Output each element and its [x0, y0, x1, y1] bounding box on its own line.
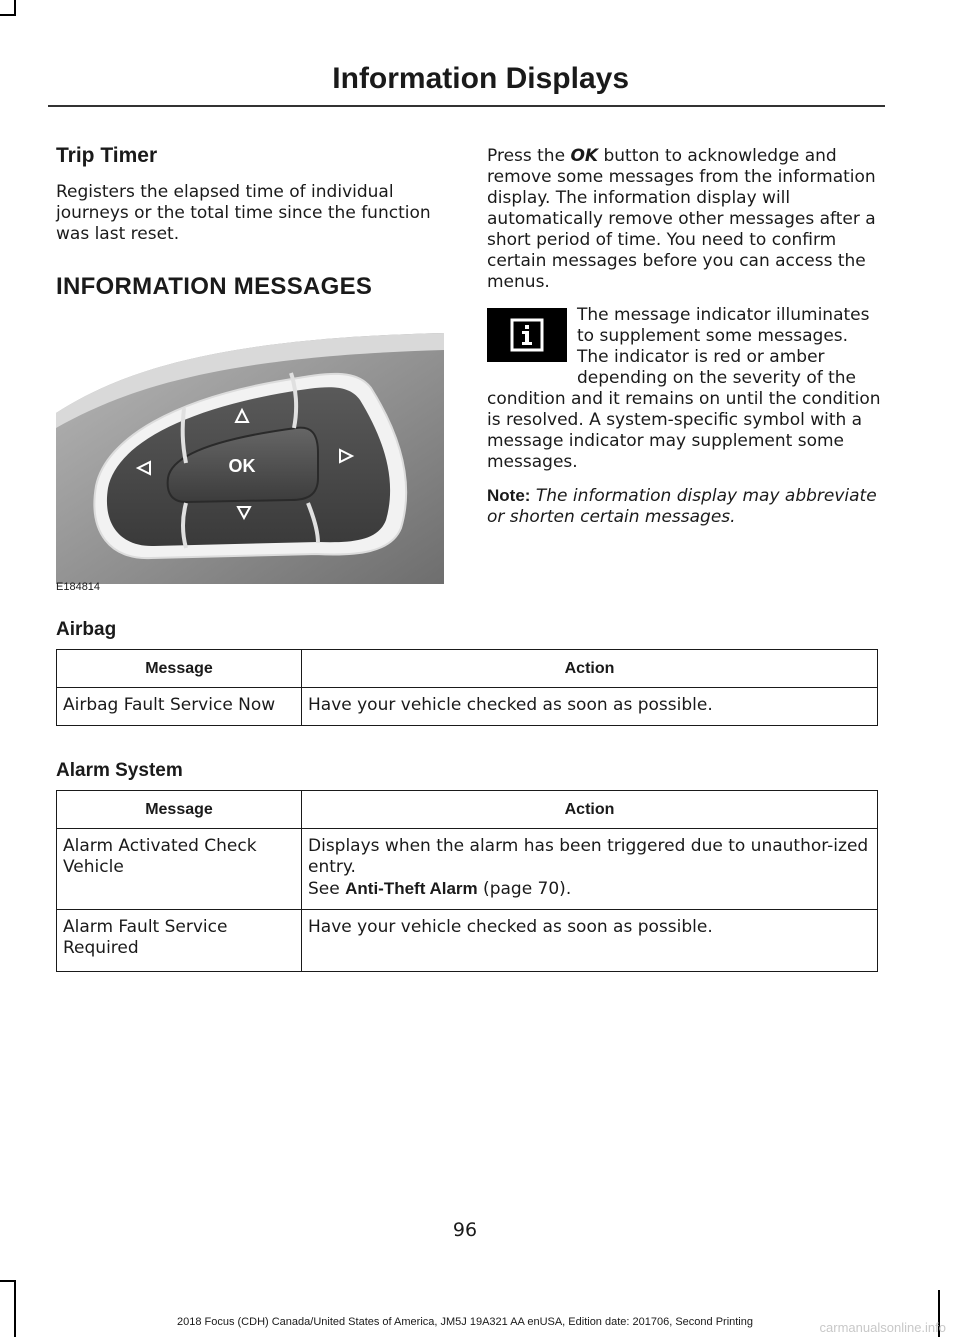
- table-row: [57, 829, 878, 910]
- steering-controls-figure: [56, 328, 444, 596]
- p2-text: The message indicator illuminates to supplement some messages. The indicator is red or amber depending on the severity of the condition and it remains on until the condition is resolved. A system-specific symbol with a message indicator may supplement some messages.: [487, 305, 881, 472]
- action-cell: Have your vehicle checked as soon as possible.: [302, 910, 878, 972]
- action-cell: [302, 829, 878, 910]
- column-header-message: Message: [57, 791, 302, 829]
- table-row: [57, 688, 878, 726]
- column-header-action: Action: [302, 650, 878, 688]
- info-icon: [510, 318, 544, 352]
- alarm-table-title: Alarm System: [56, 760, 183, 781]
- alarm-table: [56, 790, 878, 972]
- message-cell: Alarm Fault Service Required: [57, 910, 302, 972]
- trip-timer-heading: Trip Timer: [56, 144, 158, 167]
- table-header-row: [57, 650, 878, 688]
- message-cell: Alarm Activated Check Vehicle: [57, 829, 302, 910]
- p1-post: button to acknowledge and remove some messages from the information display. The information display will automatically remove other messages after a short period of time. You need to confirm certain messages before you can access the menus.: [487, 146, 876, 292]
- steering-controls-image: [56, 328, 444, 584]
- anti-theft-alarm-link[interactable]: Anti-Theft Alarm: [345, 879, 478, 898]
- trip-timer-text: Registers the elapsed time of individual journeys or the total time since the function was last reset.: [56, 182, 431, 244]
- ok-text: OK: [570, 146, 599, 166]
- airbag-table: [56, 649, 878, 726]
- page-title: Information Displays: [332, 62, 629, 95]
- ok-button-label: OK: [228, 456, 256, 476]
- airbag-table-title: Airbag: [56, 619, 117, 640]
- note-paragraph: [487, 485, 883, 528]
- figure-caption: E184814: [56, 581, 101, 593]
- table-row: [57, 910, 878, 972]
- crop-mark: [0, 1280, 16, 1282]
- left-column: [56, 144, 450, 301]
- see-prefix: See: [308, 879, 346, 899]
- header-divider: [48, 105, 885, 107]
- watermark: carmanualsonline.info: [819, 1320, 946, 1335]
- table-header-row: [57, 791, 878, 829]
- crop-mark: [14, 1280, 16, 1337]
- note-label: Note:: [487, 486, 531, 505]
- ok-button-paragraph: [487, 146, 883, 293]
- message-indicator-icon: [487, 308, 567, 362]
- p1-pre: Press the: [487, 146, 571, 166]
- crop-mark: [0, 14, 16, 16]
- action-cell: Have your vehicle checked as soon as possible.: [302, 688, 878, 726]
- information-messages-heading: INFORMATION MESSAGES: [56, 273, 373, 300]
- message-cell: Airbag Fault Service Now: [57, 688, 302, 726]
- action-text: Displays when the alarm has been triggered due to unauthor-ized entry.: [308, 836, 869, 877]
- see-suffix: (page 70).: [477, 879, 572, 899]
- footer-text: 2018 Focus (CDH) Canada/United States of America, JM5J 19A321 AA enUSA, Edition date: 201706, Second Printing: [176, 1316, 753, 1328]
- note-text: The information display may abbreviate or shorten certain messages.: [487, 486, 877, 527]
- see-reference: [308, 878, 871, 900]
- page-number: 96: [452, 1219, 478, 1241]
- crop-mark: [14, 0, 16, 14]
- column-header-message: Message: [57, 650, 302, 688]
- column-header-action: Action: [302, 791, 878, 829]
